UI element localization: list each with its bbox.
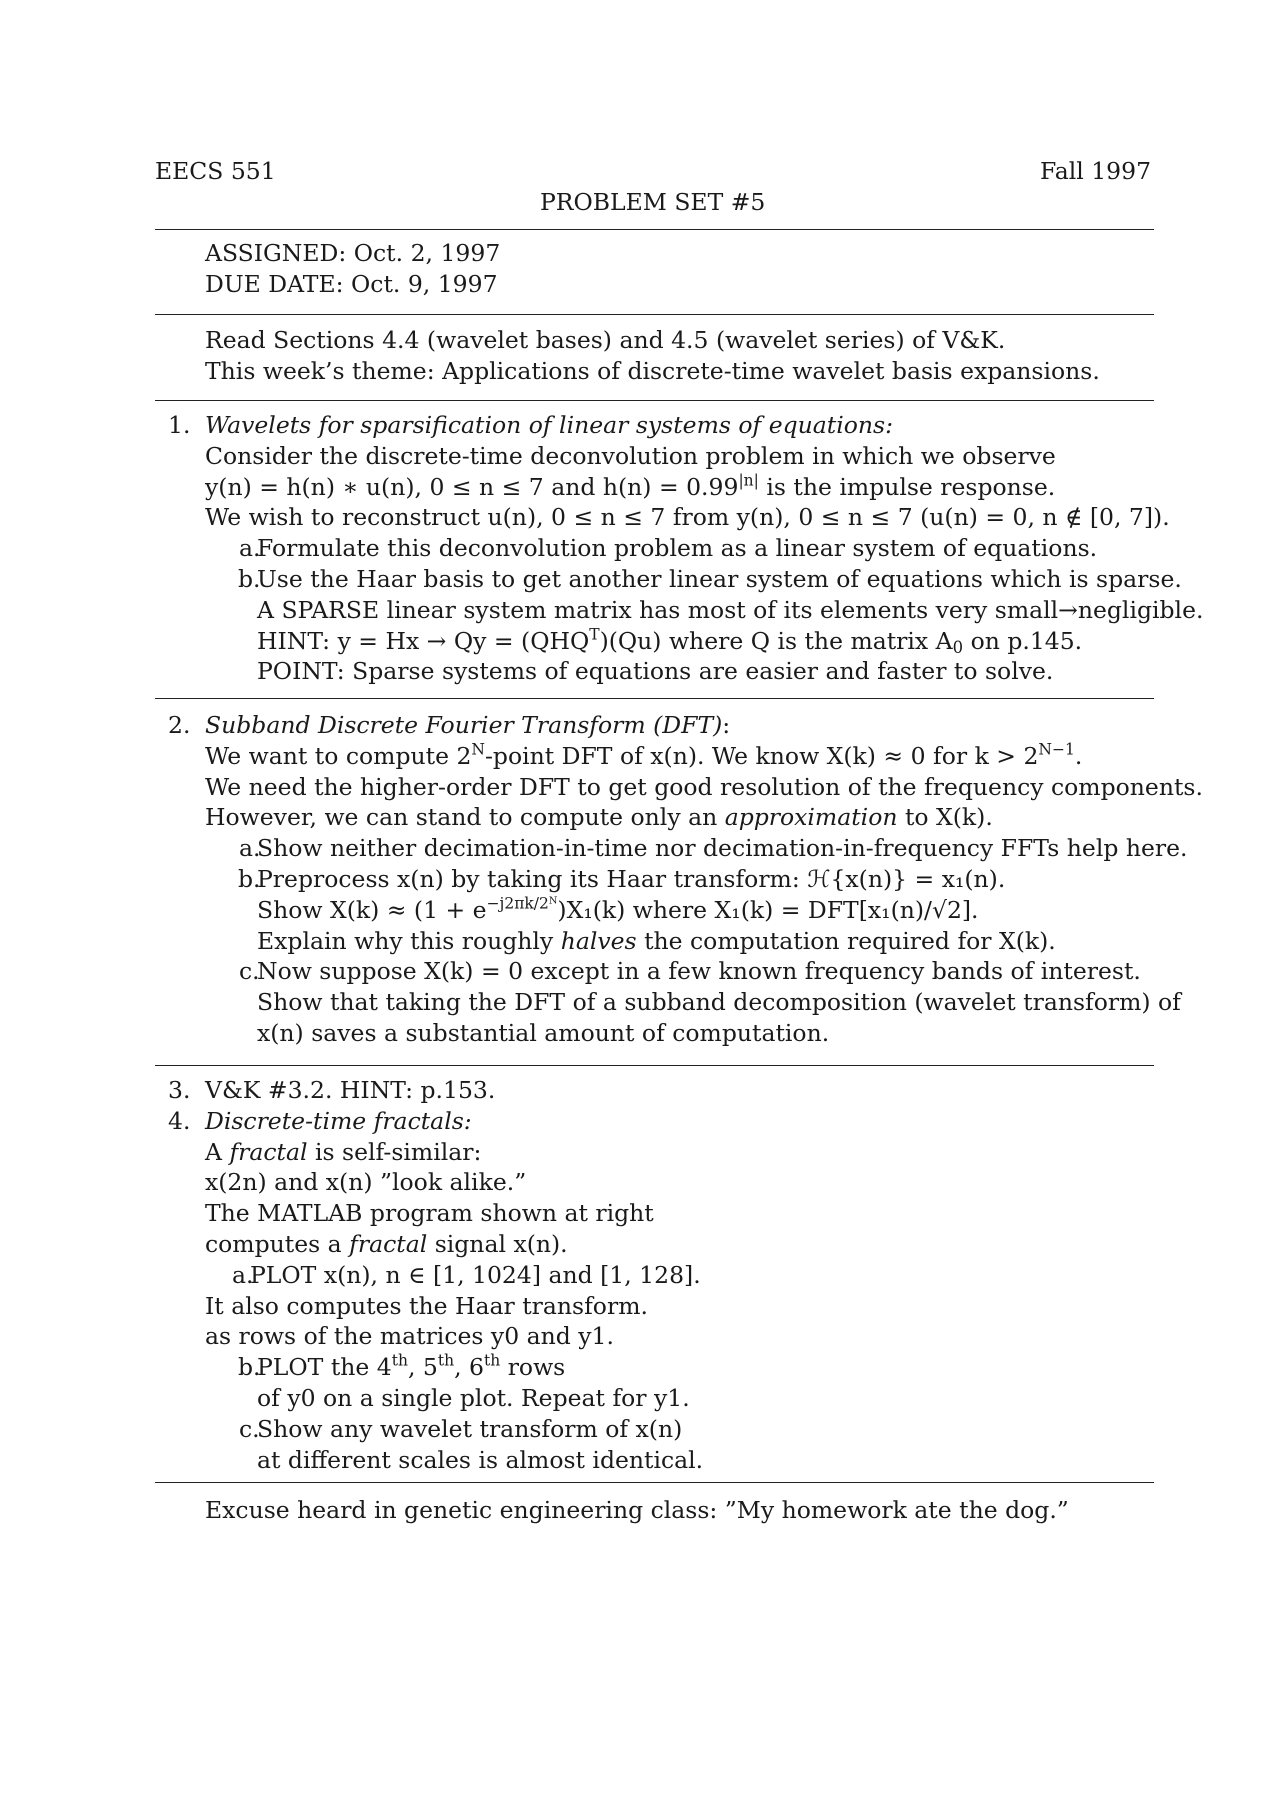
part-text: x(n) saves a substantial amount of computation. bbox=[257, 1018, 830, 1047]
assigned-date: ASSIGNED: Oct. 2, 1997 bbox=[205, 239, 501, 267]
divider bbox=[155, 229, 1154, 230]
intro-block bbox=[205, 325, 1165, 387]
divider bbox=[155, 698, 1154, 699]
part-a: a. Formulate this deconvolution problem as a linear system of equations. bbox=[239, 534, 1098, 563]
divider bbox=[155, 1482, 1154, 1483]
problem-text: y(n) = h(n) ∗ u(n), 0 ≤ n ≤ 7 and $h(n) = 0.99^{|n|}$ is the impulse response. bbox=[205, 470, 1056, 501]
part-b: b. PLOT the 4th, 5th, 6th rows bbox=[238, 1351, 566, 1382]
part-a: a. Show neither decimation-in-time nor decimation-in-frequency FFTs help here. bbox=[239, 834, 1188, 863]
part-b: b. Use the Haar basis to get another linear system of equations which is sparse. bbox=[238, 564, 1182, 593]
problem-text: Consider the discrete-time deconvolution problem in which we observe bbox=[205, 441, 1056, 470]
closing-joke: Excuse heard in genetic engineering class: ”My homework ate the dog.” bbox=[205, 1496, 1069, 1524]
term: Fall 1997 bbox=[1040, 157, 1152, 185]
reading-assignment: Read Sections 4.4 (wavelet bases) and 4.5 (wavelet series) of V&K. bbox=[205, 326, 1006, 354]
part-text: Explain why this roughly halves the computation required for X(k). bbox=[257, 926, 1056, 955]
problem-text: We want to compute $2^N$-point DFT of x(n). We know X(k) ≈ 0 for $k > 2^{N-1}$. bbox=[205, 740, 1083, 770]
part-text: of y0 on a single plot. Repeat for y1. bbox=[257, 1383, 690, 1412]
part-text: Show that taking the DFT of a subband decomposition (wavelet transform) of bbox=[257, 988, 1181, 1017]
dates-block bbox=[205, 238, 1165, 300]
part-text: at different scales is almost identical. bbox=[257, 1445, 704, 1474]
problem-text: A fractal is self-similar: bbox=[205, 1137, 482, 1166]
problem-text: We need the higher-order DFT to get good resolution of the frequency components. bbox=[205, 772, 1203, 801]
weekly-theme: This week’s theme: Applications of discrete-time wavelet basis expansions. bbox=[205, 356, 1100, 385]
problem-text: The MATLAB program shown at right bbox=[205, 1199, 654, 1228]
problem-text: as rows of the matrices y0 and y1. bbox=[205, 1322, 614, 1351]
part-text: A SPARSE linear system matrix has most of its elements very small→negligible. bbox=[257, 595, 1204, 624]
problems-3-4 bbox=[168, 1075, 1165, 1475]
due-date: DUE DATE: Oct. 9, 1997 bbox=[205, 269, 498, 298]
page-title: PROBLEM SET #5 bbox=[540, 188, 766, 216]
divider bbox=[155, 314, 1154, 315]
hint: HINT: $y = Hx \to Qy = (QHQ^T)(Qu)$ where Q is the matrix $A_0$ on p.145. bbox=[257, 624, 1083, 657]
part-b: b. Preprocess x(n) by taking its Haar transform: ℋ{x(n)} = x₁(n). bbox=[238, 864, 1006, 893]
part-c: c. Now suppose X(k) = 0 except in a few known frequency bands of interest. bbox=[239, 957, 1141, 986]
problem-text: We wish to reconstruct u(n), 0 ≤ n ≤ 7 from y(n), 0 ≤ n ≤ 7 (u(n) = 0, n ∉ [0, 7]). bbox=[205, 503, 1170, 532]
problem-1 bbox=[168, 410, 1204, 687]
course-code: EECS 551 bbox=[155, 157, 276, 185]
problem-number: 1. bbox=[168, 411, 191, 439]
problem-2: 2. Subband Discrete Fourier Transform (DFT): We want to compute $2^N$-point DFT of x(n). We know X(k) ≈ 0 for $k > 2^{N-1}$. We need the higher-order DFT to get good resolution of the frequency components. However, we can stand to compute only an approximation to X(k). a. Show neither decimation-in-time nor decimation-in-frequency FFTs help here. b. Preprocess x(n) by taking its Haar transform: ℋ{x(n)} = x₁(n). Show $X(k) \approx (1 + e^{-j2\pi k/2ᴺ})X_1(k)$ where X₁(k) = DFT[x₁(n)/√2]. Explain why this roughly halves the computation required for X(k). c. Now suppose X(k) = 0 except in a few known frequency bands of interest. Show that taking the DFT of a subband decomposition (wavelet transform) of x(n) saves a substantial amount of computation. bbox=[168, 711, 1203, 1047]
part-text: Show $X(k) \approx (1 + e^{-j2\pi k/2ᴺ})X_1(k)$ where X₁(k) = DFT[x₁(n)/√2]. bbox=[257, 894, 979, 924]
problem-text: x(2n) and x(n) ”look alike.” bbox=[205, 1168, 527, 1197]
problem-text: It also computes the Haar transform. bbox=[205, 1291, 648, 1320]
part-text: POINT: Sparse systems of equations are easier and faster to solve. bbox=[257, 657, 1054, 686]
part-a: a. PLOT x(n), n ∈ [1, 1024] and [1, 128]. bbox=[232, 1260, 701, 1289]
problem-title: Wavelets for sparsification of linear systems of equations: bbox=[205, 411, 894, 439]
divider bbox=[155, 400, 1154, 401]
divider bbox=[155, 1065, 1154, 1066]
problem-number: 2. bbox=[168, 711, 191, 739]
problem-4-title: 4. Discrete-time fractals: bbox=[168, 1106, 472, 1135]
part-c: c. Show any wavelet transform of x(n) bbox=[239, 1414, 683, 1443]
problem-text: computes a fractal signal x(n). bbox=[205, 1229, 568, 1258]
problem-title: Subband Discrete Fourier Transform (DFT) bbox=[205, 711, 723, 739]
problem-3: 3. V&K #3.2. HINT: p.153. bbox=[168, 1076, 496, 1104]
problem-text: However, we can stand to compute only an approximation to X(k). bbox=[205, 803, 993, 832]
